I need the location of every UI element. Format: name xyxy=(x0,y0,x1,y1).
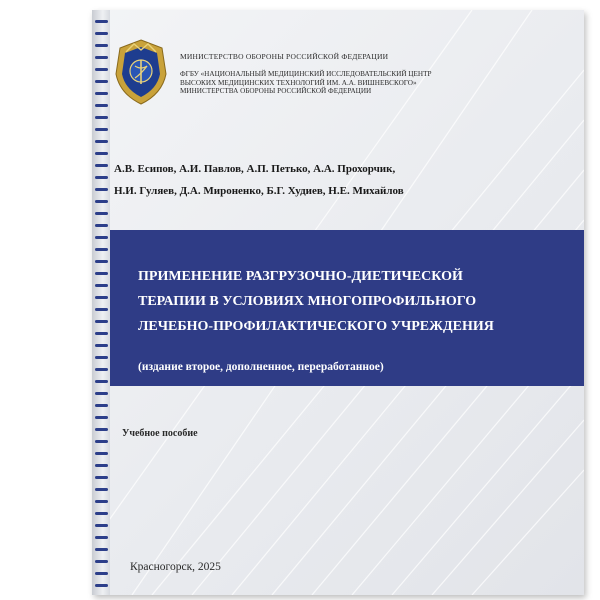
edition-note: (издание второе, дополненное, переработанное) xyxy=(138,361,384,373)
title-line: ЛЕЧЕБНО-ПРОФИЛАКТИЧЕСКОГО УЧРЕЖДЕНИЯ xyxy=(138,319,494,334)
organization-name xyxy=(180,70,431,96)
title-line: ПРИМЕНЕНИЕ РАЗГРУЗОЧНО-ДИЕТИЧЕСКОЙ xyxy=(138,269,463,284)
organization-line: МИНИСТЕРСТВА ОБОРОНЫ РОССИЙСКОЙ ФЕДЕРАЦИИ xyxy=(180,87,372,95)
authors-line: А.В. Есипов, А.И. Павлов, А.П. Петько, А.А. Прохорчик, xyxy=(114,163,396,175)
ministry-name: МИНИСТЕРСТВО ОБОРОНЫ РОССИЙСКОЙ ФЕДЕРАЦИИ xyxy=(180,52,389,61)
authors xyxy=(114,158,404,202)
organization-line: ФГБУ «НАЦИОНАЛЬНЫЙ МЕДИЦИНСКИЙ ИССЛЕДОВАТЕЛЬСКИЙ ЦЕНТР xyxy=(180,70,432,78)
book-cover xyxy=(92,10,584,595)
title-band xyxy=(110,230,584,386)
authors-line: Н.И. Гуляев, Д.А. Мироненко, Б.Г. Худиев, Н.Е. Михайлов xyxy=(114,185,404,197)
place-and-year: Красногорск, 2025 xyxy=(130,561,221,573)
military-medical-emblem-icon xyxy=(112,38,170,106)
organization-line: ВЫСОКИХ МЕДИЦИНСКИХ ТЕХНОЛОГИЙ ИМ. А.А. ВИШНЕВСКОГО» xyxy=(180,78,417,87)
title-line: ТЕРАПИИ В УСЛОВИЯХ МНОГОПРОФИЛЬНОГО xyxy=(138,294,477,309)
book-title xyxy=(138,264,578,339)
spiral-binding xyxy=(92,10,110,595)
document-type: Учебное пособие xyxy=(122,428,198,439)
